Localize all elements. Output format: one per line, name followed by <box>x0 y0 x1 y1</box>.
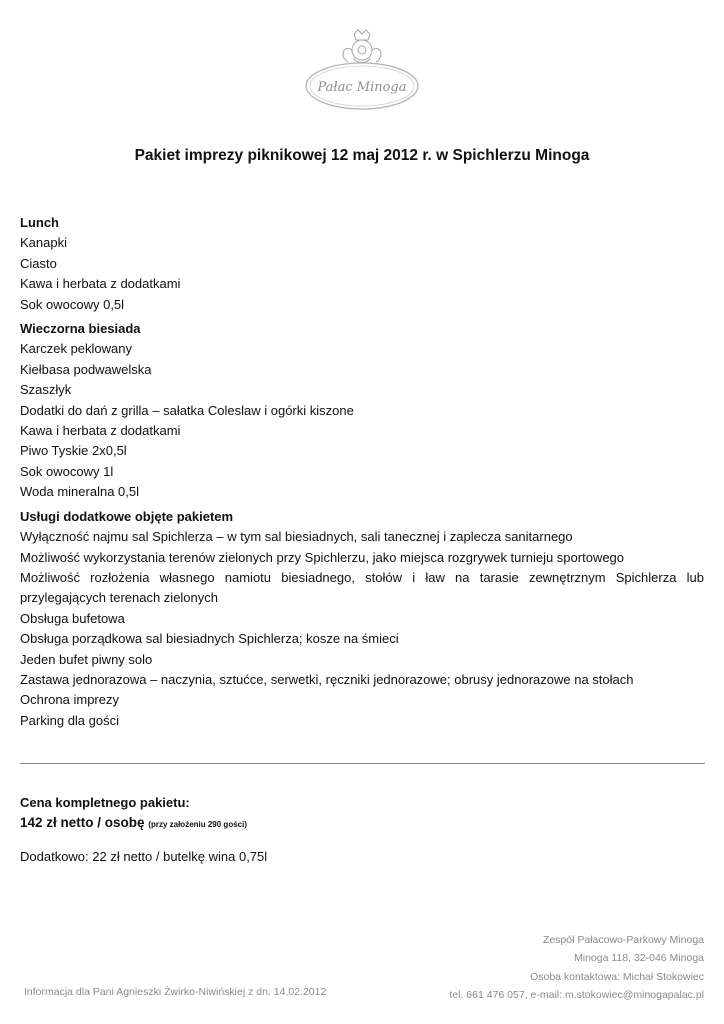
list-item: Sok owocowy 0,5l <box>20 296 125 312</box>
list-item: Woda mineralna 0,5l <box>20 484 139 500</box>
list-item: Możliwość rozłożenia własnego namiotu biesiadnego, stołów i ław na tarasie zewnętrznym Spichlerza lub przylegających terenach zielonych <box>20 569 704 606</box>
list-item: Jeden bufet piwny solo <box>20 651 153 667</box>
package-content <box>20 213 704 731</box>
page-title: Pakiet imprezy piknikowej 12 maj 2012 r. w Spichlerzu Minoga <box>134 147 590 164</box>
list-item: Kiełbasa podwawelska <box>20 361 152 377</box>
contact-footer <box>449 931 704 1004</box>
palace-logo <box>300 28 424 112</box>
price-label: Cena kompletnego pakietu: <box>20 795 190 810</box>
list-item: Zastawa jednorazowa – naczynia, sztućce, serwetki, ręczniki jednorazowe; obrusy jednorazowe na stołach <box>20 671 634 687</box>
extra-price: Dodatkowo: 22 zł netto / butelkę wina 0,75l <box>20 849 268 864</box>
section-heading: Usługi dodatkowe objęte pakietem <box>20 508 234 524</box>
list-item: Sok owocowy 1l <box>20 463 114 479</box>
contact-person: Osoba kontaktowa: Michał Stokowiec <box>530 970 704 983</box>
company-address: Minoga 118, 32-046 Minoga <box>574 952 704 965</box>
info-footer: Informacja dla Pani Agnieszki Żwirko-Niwińskiej z dn. 14.02.2012 <box>24 986 327 998</box>
list-item: Karczek peklowany <box>20 341 132 357</box>
crest-icon <box>300 28 424 112</box>
list-item: Wyłączność najmu sal Spichlerza – w tym sal biesiadnych, sali tanecznej i zaplecza sanitarnego <box>20 529 573 545</box>
price-value: 142 zł netto / osobę <box>20 815 145 830</box>
list-item: Dodatki do dań z grilla – sałatka Coleslaw i ogórki kiszone <box>20 402 354 418</box>
company-name: Zespół Pałacowo-Parkowy Minoga <box>542 934 704 946</box>
contact-phone-email: tel. 661 476 057, e-mail: m.stokowiec@minogapalac.pl <box>449 988 704 1001</box>
list-item: Obsługa porządkowa sal biesiadnych Spichlerza; kosze na śmieci <box>20 631 399 647</box>
section-lunch <box>20 213 704 315</box>
list-item: Kawa i herbata z dodatkami <box>20 276 181 292</box>
section-heading: Lunch <box>20 215 59 230</box>
list-item: Parking dla gości <box>20 712 119 728</box>
list-item: Kanapki <box>20 235 67 251</box>
list-item: Szaszłyk <box>20 382 72 398</box>
logo-text: Pałac Minoga <box>317 80 407 95</box>
section-evening-feast <box>20 319 704 503</box>
price-block <box>20 793 704 867</box>
list-item: Obsługa bufetowa <box>20 610 125 626</box>
list-item: Ciasto <box>20 255 57 271</box>
divider <box>20 763 705 764</box>
list-item: Możliwość wykorzystania terenów zielonych przy Spichlerzu, jako miejsca rozgrywek turnieju sportowego <box>20 549 625 565</box>
list-item: Ochrona imprezy <box>20 692 119 708</box>
list-item: Kawa i herbata z dodatkami <box>20 423 181 439</box>
list-item: Piwo Tyskie 2x0,5l <box>20 443 127 459</box>
section-extra-services <box>20 507 704 731</box>
price-line <box>20 813 704 835</box>
price-note: (przy założeniu 290 gości) <box>148 820 247 829</box>
section-heading: Wieczorna biesiada <box>20 321 141 337</box>
